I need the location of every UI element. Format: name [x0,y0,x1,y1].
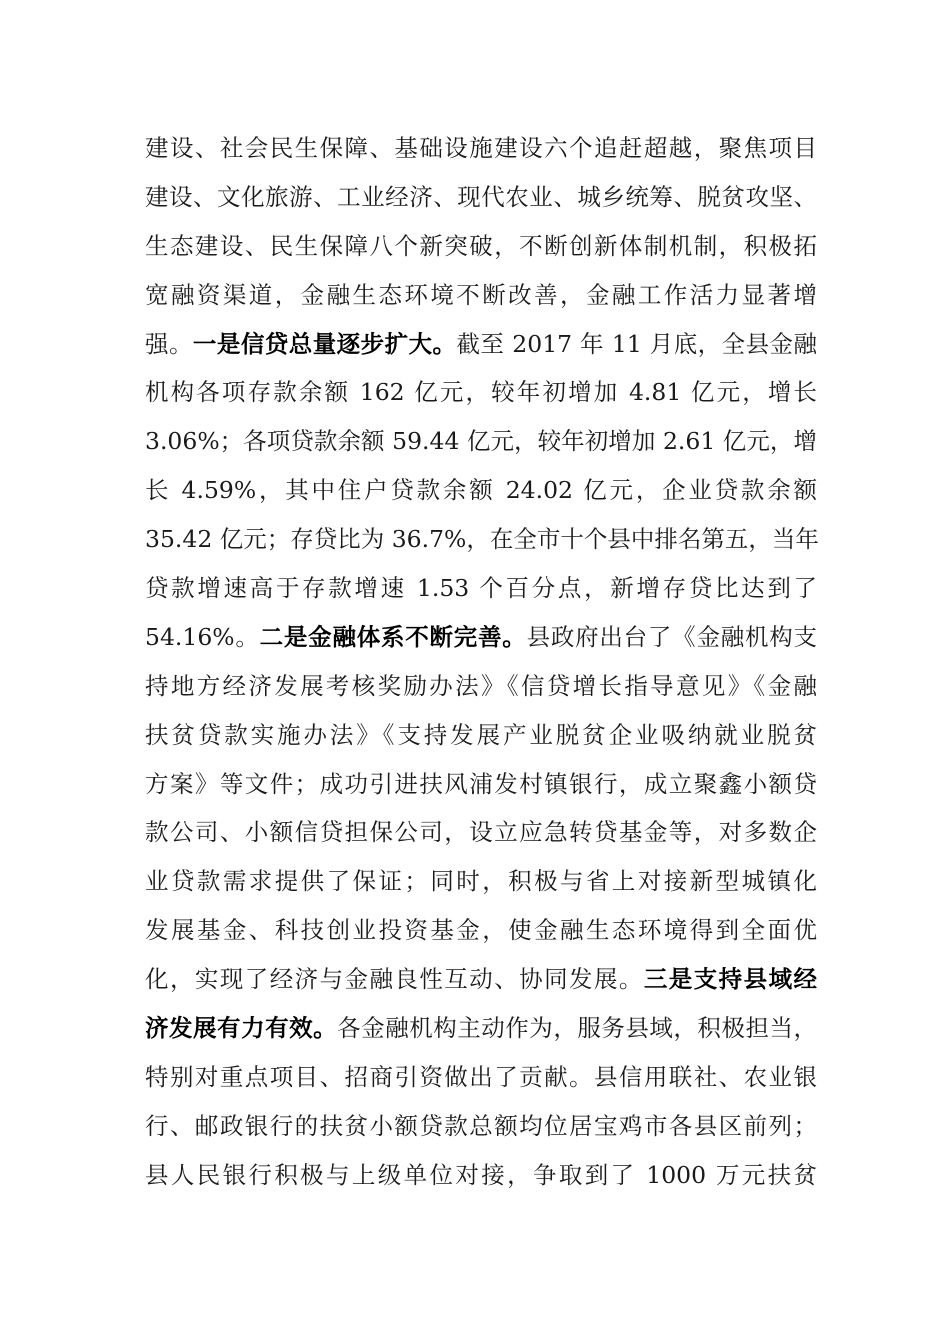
text-line [145,124,817,173]
text-segment: 长 4.59%，其中住户贷款余额 24.02 亿元，企业贷款余额 [145,476,817,505]
text-segment: 机构各项存款余额 162 亿元，较年初增加 4.81 亿元，增长 [145,378,817,407]
text-line [145,906,817,955]
text-line [145,613,817,662]
text-segment: 各金融机构主动作为，服务县域，积极担当， [337,1014,818,1043]
bold-heading-phrase: 三是支持县域经 [643,965,818,994]
text-line [145,857,817,906]
text-line [145,271,817,320]
text-line [145,222,817,271]
text-line [145,564,817,613]
body-paragraph [145,124,817,1200]
text-line [145,662,817,711]
text-segment: 款公司、小额信贷担保公司，设立应急转贷基金等，对多数企 [145,818,817,847]
text-segment: 县政府出台了《金融机构支 [526,622,818,651]
text-line [145,955,817,1004]
text-segment: 业贷款需求提供了保证；同时，积极与省上对接新型城镇化 [145,867,817,896]
text-line [145,1151,817,1200]
bold-heading-phrase: 济发展有力有效。 [145,1014,338,1043]
text-segment: 生态建设、民生保障八个新突破，不断创新体制机制，积极拓 [145,231,817,260]
text-segment: 贷款增速高于存款增速 1.53 个百分点，新增存贷比达到了 [145,574,817,603]
text-segment: 强。 [145,329,193,358]
text-segment: 截至 2017 年 11 月底，全县金融 [456,329,818,358]
text-segment: 行、邮政银行的扶贫小额贷款总额均位居宝鸡市各县区前列； [145,1111,817,1140]
text-line [145,173,817,222]
text-line [145,1102,817,1151]
text-line [145,417,817,466]
text-segment: 特别对重点项目、招商引资做出了贡献。县信用联社、农业银 [145,1062,817,1091]
text-segment: 持地方经济发展考核奖励办法》《信贷增长指导意见》《金融 [145,671,817,700]
text-line [145,808,817,857]
text-line [145,368,817,417]
text-line [145,466,817,515]
text-segment: 建设、文化旅游、工业经济、现代农业、城乡统筹、脱贫攻坚、 [145,182,817,211]
text-segment: 县人民银行积极与上级单位对接，争取到了 1000 万元扶贫 [145,1160,817,1189]
text-segment: 发展基金、科技创业投资基金，使金融生态环境得到全面优 [145,916,817,945]
text-line [145,760,817,809]
text-segment: 3.06%；各项贷款余额 59.44 亿元，较年初增加 2.61 亿元，增 [145,427,817,456]
text-line [145,320,817,369]
bold-heading-phrase: 一是信贷总量逐步扩大。 [192,329,457,358]
text-segment: 扶贫贷款实施办法》《支持发展产业脱贫企业吸纳就业脱贫 [145,720,817,749]
text-segment: 35.42 亿元；存贷比为 36.7%，在全市十个县中排名第五，当年 [145,525,819,554]
text-segment: 宽融资渠道，金融生态环境不断改善，金融工作活力显著增 [145,280,817,309]
text-line [145,1053,817,1102]
text-segment: 54.16%。 [145,622,260,651]
text-segment: 方案》等文件；成功引进扶风浦发村镇银行，成立聚鑫小额贷 [145,769,817,798]
text-segment: 化，实现了经济与金融良性互动、协同发展。 [145,965,644,994]
text-line [145,1004,817,1053]
text-line [145,711,817,760]
text-segment: 建设、社会民生保障、基础设施建设六个追赶超越，聚焦项目 [145,134,817,162]
bold-heading-phrase: 二是金融体系不断完善。 [259,622,527,651]
text-line [145,515,817,564]
